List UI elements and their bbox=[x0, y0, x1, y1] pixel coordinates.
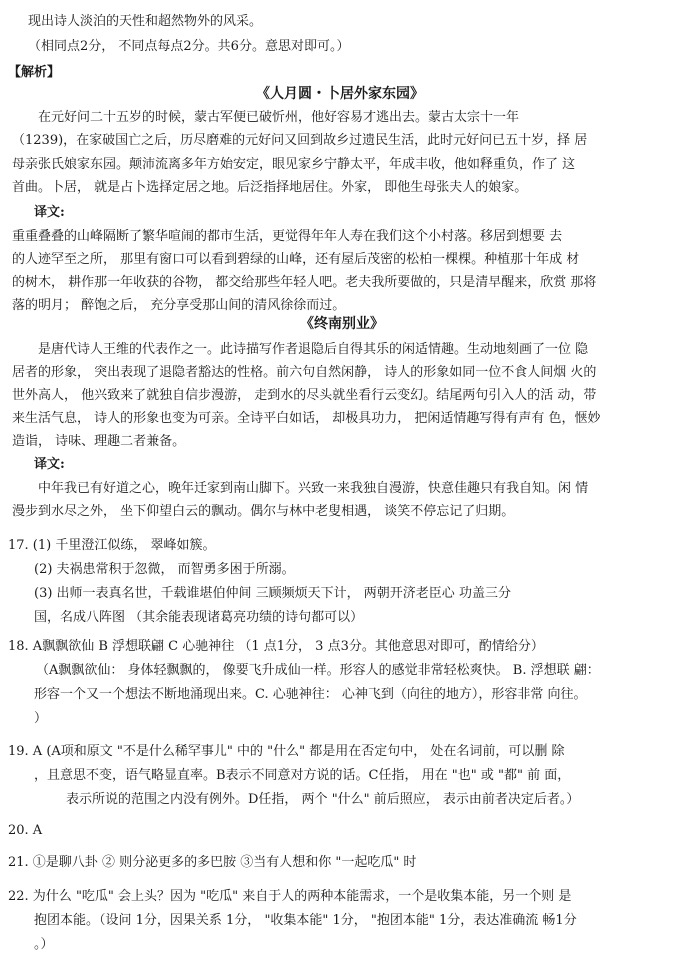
question-18-line: 18. A飘飘欲仙 B 浮想联翩 C 心驰神往 （1 点1分， 3 点3分。其他意思对即可，酌情给分） bbox=[8, 639, 544, 654]
text-line: （1239)，在家破国亡之后，历尽磨难的元好问又回到故乡过遗民生活，此时元好问已五十岁，择 居 bbox=[12, 133, 588, 148]
question-19-line: ，且意思不变，语气略显直率。B表示不同意对方说的话。C任指， 用在 "也" 或 "都" 前 面， bbox=[34, 768, 571, 783]
question-20-line: 20. A bbox=[8, 823, 43, 838]
text-line: 世外高人， 他兴致来了就独自信步漫游， 走到水的尽头就坐看行云变幻。结尾两句引入人的活 动，带 bbox=[12, 388, 597, 403]
text-line: 造诣， 诗味、理趣二者兼备。 bbox=[12, 434, 186, 449]
question-21-line: 21. ①是聊八卦 ② 则分泌更多的多巴胺 ③当有人想和你 "一起吃瓜" 时 bbox=[8, 855, 417, 870]
question-17-line: (3) 出师一表真名世，千载谁堪伯仲间 三顾频烦天下计， 两朝开济老臣心 功盖三分 bbox=[34, 586, 511, 601]
text-line: 在元好问二十五岁的时候，蒙古军便已破忻州，他好容易才逃出去。蒙古太宗十一年 bbox=[38, 110, 520, 125]
text-line: 的树木， 耕作那一年收获的谷物， 都交给那些年轻人吧。老夫我所要做的，只是清早醒来，欣赏 那将 bbox=[12, 275, 597, 290]
question-19-line: 19. A (A项和原文 "不是什么稀罕事儿" 中的 "什么" 都是用在否定句中， 处在名词前，可以删 除 bbox=[8, 744, 565, 759]
text-line: 首曲。卜居， 就是占卜选择定居之地。后泛指择地居住。外家， 即他生母张夫人的娘家。 bbox=[12, 180, 528, 195]
text-line: 的人迹罕至之所， 那里有窗口可以看到碧绿的山峰，还有屋后茂密的松柏一棵棵。种植那十年成 材 bbox=[12, 252, 580, 267]
poem-title: 《人月圆・卜居外家东园》 bbox=[256, 86, 424, 102]
text-line: 重重叠叠的山峰隔断了繁华喧闹的都市生活，更觉得年年人寿在我们这个小村落。移居到想要 去 bbox=[12, 229, 563, 244]
text-line: 母亲张氏娘家东园。颠沛流离多年方始安定，眼见家乡宁静太平，年成丰收，他如释重负，作了 这 bbox=[12, 157, 576, 172]
question-18-line: （A飘飘欲仙： 身体轻飘飘的， 像要飞升成仙一样。形容人的感觉非常轻松爽快。 B. 浮想联 翩： bbox=[36, 663, 600, 678]
text-line: 漫步到水尽之外， 坐下仰望白云的飘动。偶尔与林中老叟相遇， 谈笑不停忘记了归期。 bbox=[12, 504, 515, 519]
text-line: 居者的形象， 突出表现了退隐者豁达的性格。前六句自然闲静， 诗人的形象如同一位不食人间烟 火的 bbox=[12, 365, 597, 380]
text-line: 落的明月； 醉饱之后， 充分享受那山间的清风徐徐而过。 bbox=[12, 298, 346, 313]
question-17-line: 17. (1) 千里澄江似练， 翠峰如簇。 bbox=[8, 538, 216, 553]
text-line: 是唐代诗人王维的代表作之一。此诗描写作者退隐后自得其乐的闲适情趣。生动地刻画了一位 隐 bbox=[38, 342, 589, 357]
translation-label: 译文: bbox=[34, 205, 65, 220]
text-line: （相同点2分， 不同点每点2分。共6分。意思对即可。） bbox=[28, 39, 350, 54]
question-18-line: ） bbox=[34, 711, 48, 726]
question-17-line: 国，名成八阵图 （其余能表现诸葛亮功绩的诗句都可以） bbox=[34, 610, 364, 625]
question-18-line: 形容一个又一个想法不断地涌现出来。C. 心驰神往： 心神飞到（向往的地方），形容非常 向往。 bbox=[34, 687, 587, 702]
analysis-label: 【解析】 bbox=[8, 65, 61, 80]
text-line: 现出诗人淡泊的天性和超然物外的风采。 bbox=[28, 14, 263, 29]
text-line: 来生活气息， 诗人的形象也变为可亲。全诗平白如话， 却极具功力， 把闲适情趣写得有声有 色，惬妙 bbox=[12, 411, 601, 426]
question-22-line: 22. 为什么 "吃瓜" 会上头？因为 "吃瓜" 来自于人的两种本能需求，一个是收集本能，另一个则 是 bbox=[8, 889, 572, 904]
poem-title: 《终南别业》 bbox=[300, 316, 384, 332]
question-19-line: 表示所说的范围之内没有例外。D任指， 两个 "什么" 前后照应， 表示由前者决定后者。） bbox=[66, 792, 580, 807]
translation-label: 译文: bbox=[34, 457, 65, 472]
question-22-line: 抱团本能。（设问 1分，因果关系 1分， "收集本能" 1分， "抱团本能" 1分，表达准确流 畅1分 bbox=[34, 913, 577, 928]
question-22-line: 。） bbox=[34, 937, 54, 952]
text-line: 中年我已有好道之心，晚年迁家到南山脚下。兴致一来我独自漫游，快意佳趣只有我自知。闲 情 bbox=[38, 481, 589, 496]
question-17-line: (2) 夫祸患常积于忽微， 而智勇多困于所溺。 bbox=[34, 562, 295, 577]
